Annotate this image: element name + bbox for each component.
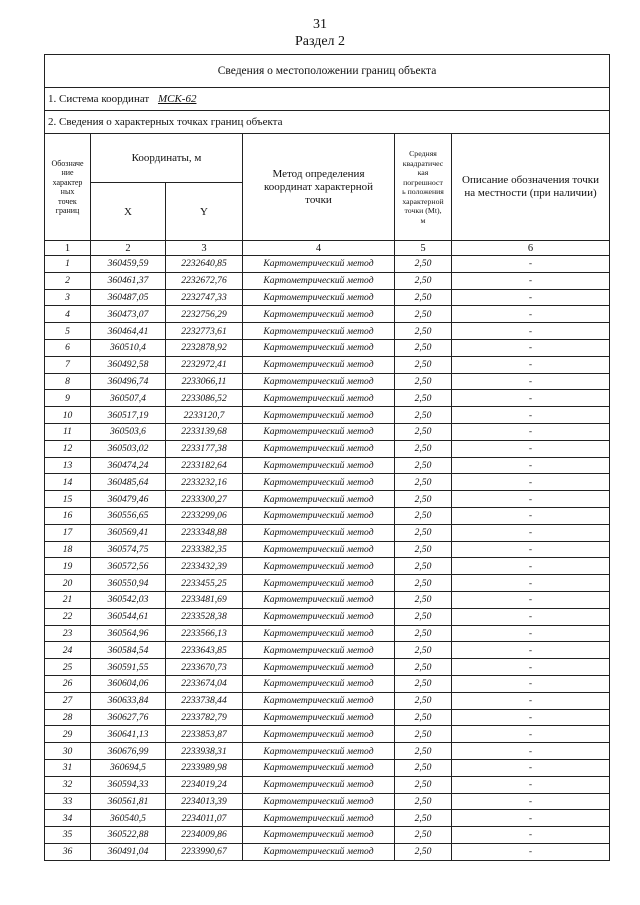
cell-y: 2233566,13 (166, 625, 243, 642)
cell-description: - (452, 339, 610, 356)
cell-x: 360479,46 (91, 491, 166, 508)
header-y: Y (166, 183, 243, 241)
cell-error: 2,50 (395, 692, 452, 709)
cell-error: 2,50 (395, 726, 452, 743)
cell-y: 2233348,88 (166, 524, 243, 541)
cell-method: Картометрический метод (243, 608, 395, 625)
table-row (45, 810, 610, 827)
cell-description: - (452, 356, 610, 373)
cell-method: Картометрический метод (243, 323, 395, 340)
cell-x: 360561,81 (91, 793, 166, 810)
cell-x: 360627,76 (91, 709, 166, 726)
cell-method: Картометрический метод (243, 743, 395, 760)
cell-x: 360694,5 (91, 759, 166, 776)
cell-error: 2,50 (395, 507, 452, 524)
cell-y: 2233066,11 (166, 373, 243, 390)
cell-description: - (452, 323, 610, 340)
cell-y: 2232756,29 (166, 306, 243, 323)
cell-method: Картометрический метод (243, 675, 395, 692)
cell-y: 2234019,24 (166, 776, 243, 793)
cell-x: 360503,6 (91, 423, 166, 440)
cell-y: 2233481,69 (166, 591, 243, 608)
cell-point-number: 14 (45, 474, 91, 491)
cell-point-number: 2 (45, 272, 91, 289)
cell-method: Картометрический метод (243, 810, 395, 827)
cell-method: Картометрический метод (243, 642, 395, 659)
cell-method: Картометрический метод (243, 659, 395, 676)
cell-x: 360517,19 (91, 407, 166, 424)
cell-method: Картометрический метод (243, 356, 395, 373)
cell-point-number: 25 (45, 659, 91, 676)
cell-description: - (452, 608, 610, 625)
table-row (45, 843, 610, 860)
cell-method: Картометрический метод (243, 306, 395, 323)
table-row (45, 457, 610, 474)
cell-description: - (452, 675, 610, 692)
cell-x: 360564,96 (91, 625, 166, 642)
cell-description: - (452, 524, 610, 541)
cell-description: - (452, 440, 610, 457)
cell-description: - (452, 726, 610, 743)
cell-x: 360491,04 (91, 843, 166, 860)
table-row (45, 743, 610, 760)
cell-x: 360569,41 (91, 524, 166, 541)
table-row (45, 390, 610, 407)
column-number: 2 (91, 241, 166, 256)
cell-method: Картометрический метод (243, 289, 395, 306)
cell-method: Картометрический метод (243, 843, 395, 860)
cell-description: - (452, 591, 610, 608)
cell-error: 2,50 (395, 843, 452, 860)
cell-error: 2,50 (395, 776, 452, 793)
cell-x: 360540,5 (91, 810, 166, 827)
table-row (45, 625, 610, 642)
cell-description: - (452, 491, 610, 508)
cell-method: Картометрический метод (243, 339, 395, 356)
cell-y: 2232878,92 (166, 339, 243, 356)
cell-method: Картометрический метод (243, 759, 395, 776)
cell-description: - (452, 642, 610, 659)
cell-description: - (452, 575, 610, 592)
cell-description: - (452, 373, 610, 390)
cell-point-number: 26 (45, 675, 91, 692)
cell-point-number: 3 (45, 289, 91, 306)
cell-x: 360461,37 (91, 272, 166, 289)
cell-method: Картометрический метод (243, 558, 395, 575)
table-row (45, 659, 610, 676)
table-row (45, 591, 610, 608)
cell-x: 360492,58 (91, 356, 166, 373)
cell-y: 2233432,39 (166, 558, 243, 575)
cell-point-number: 30 (45, 743, 91, 760)
cell-x: 360507,4 (91, 390, 166, 407)
cell-x: 360584,54 (91, 642, 166, 659)
cell-point-number: 13 (45, 457, 91, 474)
cell-description: - (452, 827, 610, 844)
cell-point-number: 10 (45, 407, 91, 424)
section-title: Раздел 2 (294, 34, 346, 49)
cell-description: - (452, 541, 610, 558)
cell-point-number: 4 (45, 306, 91, 323)
cell-y: 2233139,68 (166, 423, 243, 440)
cell-description: - (452, 390, 610, 407)
table-row (45, 440, 610, 457)
cell-y: 2232972,41 (166, 356, 243, 373)
cell-y: 2233120,7 (166, 407, 243, 424)
cell-point-number: 31 (45, 759, 91, 776)
cell-x: 360544,61 (91, 608, 166, 625)
cell-y: 2233086,52 (166, 390, 243, 407)
cell-description: - (452, 457, 610, 474)
table-row (45, 793, 610, 810)
cell-point-number: 12 (45, 440, 91, 457)
cell-x: 360503,02 (91, 440, 166, 457)
table-body (45, 256, 610, 861)
cell-method: Картометрический метод (243, 692, 395, 709)
cell-x: 360473,07 (91, 306, 166, 323)
cell-error: 2,50 (395, 474, 452, 491)
cell-point-number: 34 (45, 810, 91, 827)
cell-description: - (452, 709, 610, 726)
cell-error: 2,50 (395, 675, 452, 692)
table-row (45, 256, 610, 273)
cell-method: Картометрический метод (243, 272, 395, 289)
cell-y: 2233853,87 (166, 726, 243, 743)
cell-error: 2,50 (395, 541, 452, 558)
cell-x: 360487,05 (91, 289, 166, 306)
cell-point-number: 28 (45, 709, 91, 726)
cell-y: 2233643,85 (166, 642, 243, 659)
cell-error: 2,50 (395, 256, 452, 273)
cell-method: Картометрический метод (243, 373, 395, 390)
cell-method: Картометрический метод (243, 591, 395, 608)
cell-point-number: 19 (45, 558, 91, 575)
cell-point-number: 32 (45, 776, 91, 793)
cell-method: Картометрический метод (243, 491, 395, 508)
cell-y: 2233989,98 (166, 759, 243, 776)
cell-description: - (452, 423, 610, 440)
cell-x: 360676,99 (91, 743, 166, 760)
cell-y: 2233990,67 (166, 843, 243, 860)
cell-error: 2,50 (395, 440, 452, 457)
cell-y: 2233738,44 (166, 692, 243, 709)
header-x: X (91, 183, 166, 241)
cell-x: 360485,64 (91, 474, 166, 491)
cell-error: 2,50 (395, 356, 452, 373)
cell-error: 2,50 (395, 390, 452, 407)
cell-error: 2,50 (395, 591, 452, 608)
cell-error: 2,50 (395, 575, 452, 592)
table-row (45, 692, 610, 709)
cell-description: - (452, 759, 610, 776)
cell-method: Картометрический метод (243, 507, 395, 524)
cell-point-number: 36 (45, 843, 91, 860)
cell-description: - (452, 793, 610, 810)
cell-y: 2233382,35 (166, 541, 243, 558)
cell-method: Картометрический метод (243, 575, 395, 592)
cell-point-number: 18 (45, 541, 91, 558)
cell-point-number: 17 (45, 524, 91, 541)
table-title: Сведения о местоположении границ объекта (45, 55, 610, 88)
table-row (45, 491, 610, 508)
cell-x: 360474,24 (91, 457, 166, 474)
table-row (45, 608, 610, 625)
cell-point-number: 35 (45, 827, 91, 844)
cell-x: 360574,75 (91, 541, 166, 558)
column-number: 5 (395, 241, 452, 256)
cell-method: Картометрический метод (243, 457, 395, 474)
cell-description: - (452, 743, 610, 760)
cell-error: 2,50 (395, 524, 452, 541)
table-row (45, 759, 610, 776)
cell-point-number: 7 (45, 356, 91, 373)
cell-description: - (452, 810, 610, 827)
cell-description: - (452, 776, 610, 793)
cell-error: 2,50 (395, 659, 452, 676)
cell-error: 2,50 (395, 407, 452, 424)
column-number: 1 (45, 241, 91, 256)
cell-method: Картометрический метод (243, 541, 395, 558)
cell-point-number: 1 (45, 256, 91, 273)
cell-point-number: 27 (45, 692, 91, 709)
table-row (45, 642, 610, 659)
table-row (45, 726, 610, 743)
cell-x: 360496,74 (91, 373, 166, 390)
cell-error: 2,50 (395, 423, 452, 440)
table-row (45, 407, 610, 424)
table-row (45, 272, 610, 289)
cell-x: 360572,56 (91, 558, 166, 575)
column-number: 4 (243, 241, 395, 256)
header-point-label: Обозначе ние характер ных точек границ (45, 134, 91, 241)
cell-description: - (452, 507, 610, 524)
table-row (45, 675, 610, 692)
cell-error: 2,50 (395, 339, 452, 356)
cell-error: 2,50 (395, 743, 452, 760)
cell-point-number: 33 (45, 793, 91, 810)
cell-y: 2233938,31 (166, 743, 243, 760)
cell-method: Картометрический метод (243, 776, 395, 793)
cell-error: 2,50 (395, 491, 452, 508)
cell-error: 2,50 (395, 373, 452, 390)
cell-error: 2,50 (395, 306, 452, 323)
cell-point-number: 20 (45, 575, 91, 592)
cell-y: 2233455,25 (166, 575, 243, 592)
page-number: 31 (313, 17, 327, 32)
cell-method: Картометрический метод (243, 709, 395, 726)
cell-description: - (452, 289, 610, 306)
cell-y: 2232672,76 (166, 272, 243, 289)
coord-system-label: 1. Система координат (48, 93, 150, 105)
cell-y: 2233300,27 (166, 491, 243, 508)
cell-point-number: 24 (45, 642, 91, 659)
header-description: Описание обозначения точки на местности (при наличии) (452, 134, 610, 241)
cell-error: 2,50 (395, 272, 452, 289)
cell-error: 2,50 (395, 709, 452, 726)
cell-point-number: 16 (45, 507, 91, 524)
cell-x: 360459,59 (91, 256, 166, 273)
table-row (45, 339, 610, 356)
cell-y: 2233674,04 (166, 675, 243, 692)
cell-description: - (452, 272, 610, 289)
cell-error: 2,50 (395, 289, 452, 306)
cell-y: 2232747,33 (166, 289, 243, 306)
cell-error: 2,50 (395, 827, 452, 844)
cell-y: 2234011,07 (166, 810, 243, 827)
cell-y: 2234009,86 (166, 827, 243, 844)
cell-error: 2,50 (395, 759, 452, 776)
table-row (45, 323, 610, 340)
cell-y: 2233528,38 (166, 608, 243, 625)
cell-point-number: 15 (45, 491, 91, 508)
cell-y: 2234013,39 (166, 793, 243, 810)
cell-point-number: 29 (45, 726, 91, 743)
table-row (45, 709, 610, 726)
header-coordinates: Координаты, м (91, 134, 243, 183)
cell-description: - (452, 306, 610, 323)
cell-y: 2233670,73 (166, 659, 243, 676)
cell-y: 2232640,85 (166, 256, 243, 273)
cell-x: 360633,84 (91, 692, 166, 709)
cell-error: 2,50 (395, 810, 452, 827)
cell-point-number: 6 (45, 339, 91, 356)
table-row (45, 373, 610, 390)
cell-error: 2,50 (395, 608, 452, 625)
table-row (45, 558, 610, 575)
cell-y: 2232773,61 (166, 323, 243, 340)
cell-point-number: 22 (45, 608, 91, 625)
table-row (45, 474, 610, 491)
cell-x: 360542,03 (91, 591, 166, 608)
table-row (45, 776, 610, 793)
column-number: 3 (166, 241, 243, 256)
cell-description: - (452, 625, 610, 642)
cell-method: Картометрический метод (243, 440, 395, 457)
table-row (45, 306, 610, 323)
cell-method: Картометрический метод (243, 256, 395, 273)
cell-method: Картометрический метод (243, 423, 395, 440)
cell-point-number: 9 (45, 390, 91, 407)
cell-error: 2,50 (395, 558, 452, 575)
boundary-points-table (44, 54, 610, 861)
table-row (45, 524, 610, 541)
cell-error: 2,50 (395, 323, 452, 340)
table-row (45, 356, 610, 373)
cell-error: 2,50 (395, 457, 452, 474)
cell-error: 2,50 (395, 625, 452, 642)
cell-x: 360591,55 (91, 659, 166, 676)
cell-y: 2233232,16 (166, 474, 243, 491)
cell-x: 360604,06 (91, 675, 166, 692)
cell-method: Картометрический метод (243, 726, 395, 743)
cell-x: 360510,4 (91, 339, 166, 356)
cell-method: Картометрический метод (243, 793, 395, 810)
coord-system-row (45, 88, 610, 111)
table-row (45, 507, 610, 524)
header-error: Средняя квадратичес кая погрешност ь положения характерной точки (Mt), м (395, 134, 452, 241)
cell-x: 360464,41 (91, 323, 166, 340)
coord-system-value: МСК-62 (157, 93, 197, 105)
cell-description: - (452, 474, 610, 491)
cell-error: 2,50 (395, 642, 452, 659)
table-row (45, 541, 610, 558)
cell-method: Картометрический метод (243, 390, 395, 407)
cell-y: 2233177,38 (166, 440, 243, 457)
points-caption: 2. Сведения о характерных точках границ объекта (45, 111, 610, 134)
table-row (45, 827, 610, 844)
table-row (45, 575, 610, 592)
cell-x: 360522,88 (91, 827, 166, 844)
cell-description: - (452, 659, 610, 676)
cell-method: Картометрический метод (243, 524, 395, 541)
cell-description: - (452, 558, 610, 575)
cell-description: - (452, 843, 610, 860)
table-row (45, 423, 610, 440)
column-number: 6 (452, 241, 610, 256)
table-row (45, 289, 610, 306)
cell-y: 2233782,79 (166, 709, 243, 726)
cell-method: Картометрический метод (243, 827, 395, 844)
cell-description: - (452, 692, 610, 709)
cell-y: 2233299,06 (166, 507, 243, 524)
cell-point-number: 21 (45, 591, 91, 608)
cell-error: 2,50 (395, 793, 452, 810)
cell-point-number: 5 (45, 323, 91, 340)
cell-x: 360550,94 (91, 575, 166, 592)
cell-x: 360641,13 (91, 726, 166, 743)
cell-point-number: 8 (45, 373, 91, 390)
header-method: Метод определения координат характерной точки (243, 134, 395, 241)
cell-point-number: 11 (45, 423, 91, 440)
cell-description: - (452, 256, 610, 273)
cell-description: - (452, 407, 610, 424)
cell-method: Картометрический метод (243, 625, 395, 642)
cell-x: 360594,33 (91, 776, 166, 793)
cell-method: Картометрический метод (243, 474, 395, 491)
cell-method: Картометрический метод (243, 407, 395, 424)
cell-y: 2233182,64 (166, 457, 243, 474)
cell-x: 360556,65 (91, 507, 166, 524)
cell-point-number: 23 (45, 625, 91, 642)
